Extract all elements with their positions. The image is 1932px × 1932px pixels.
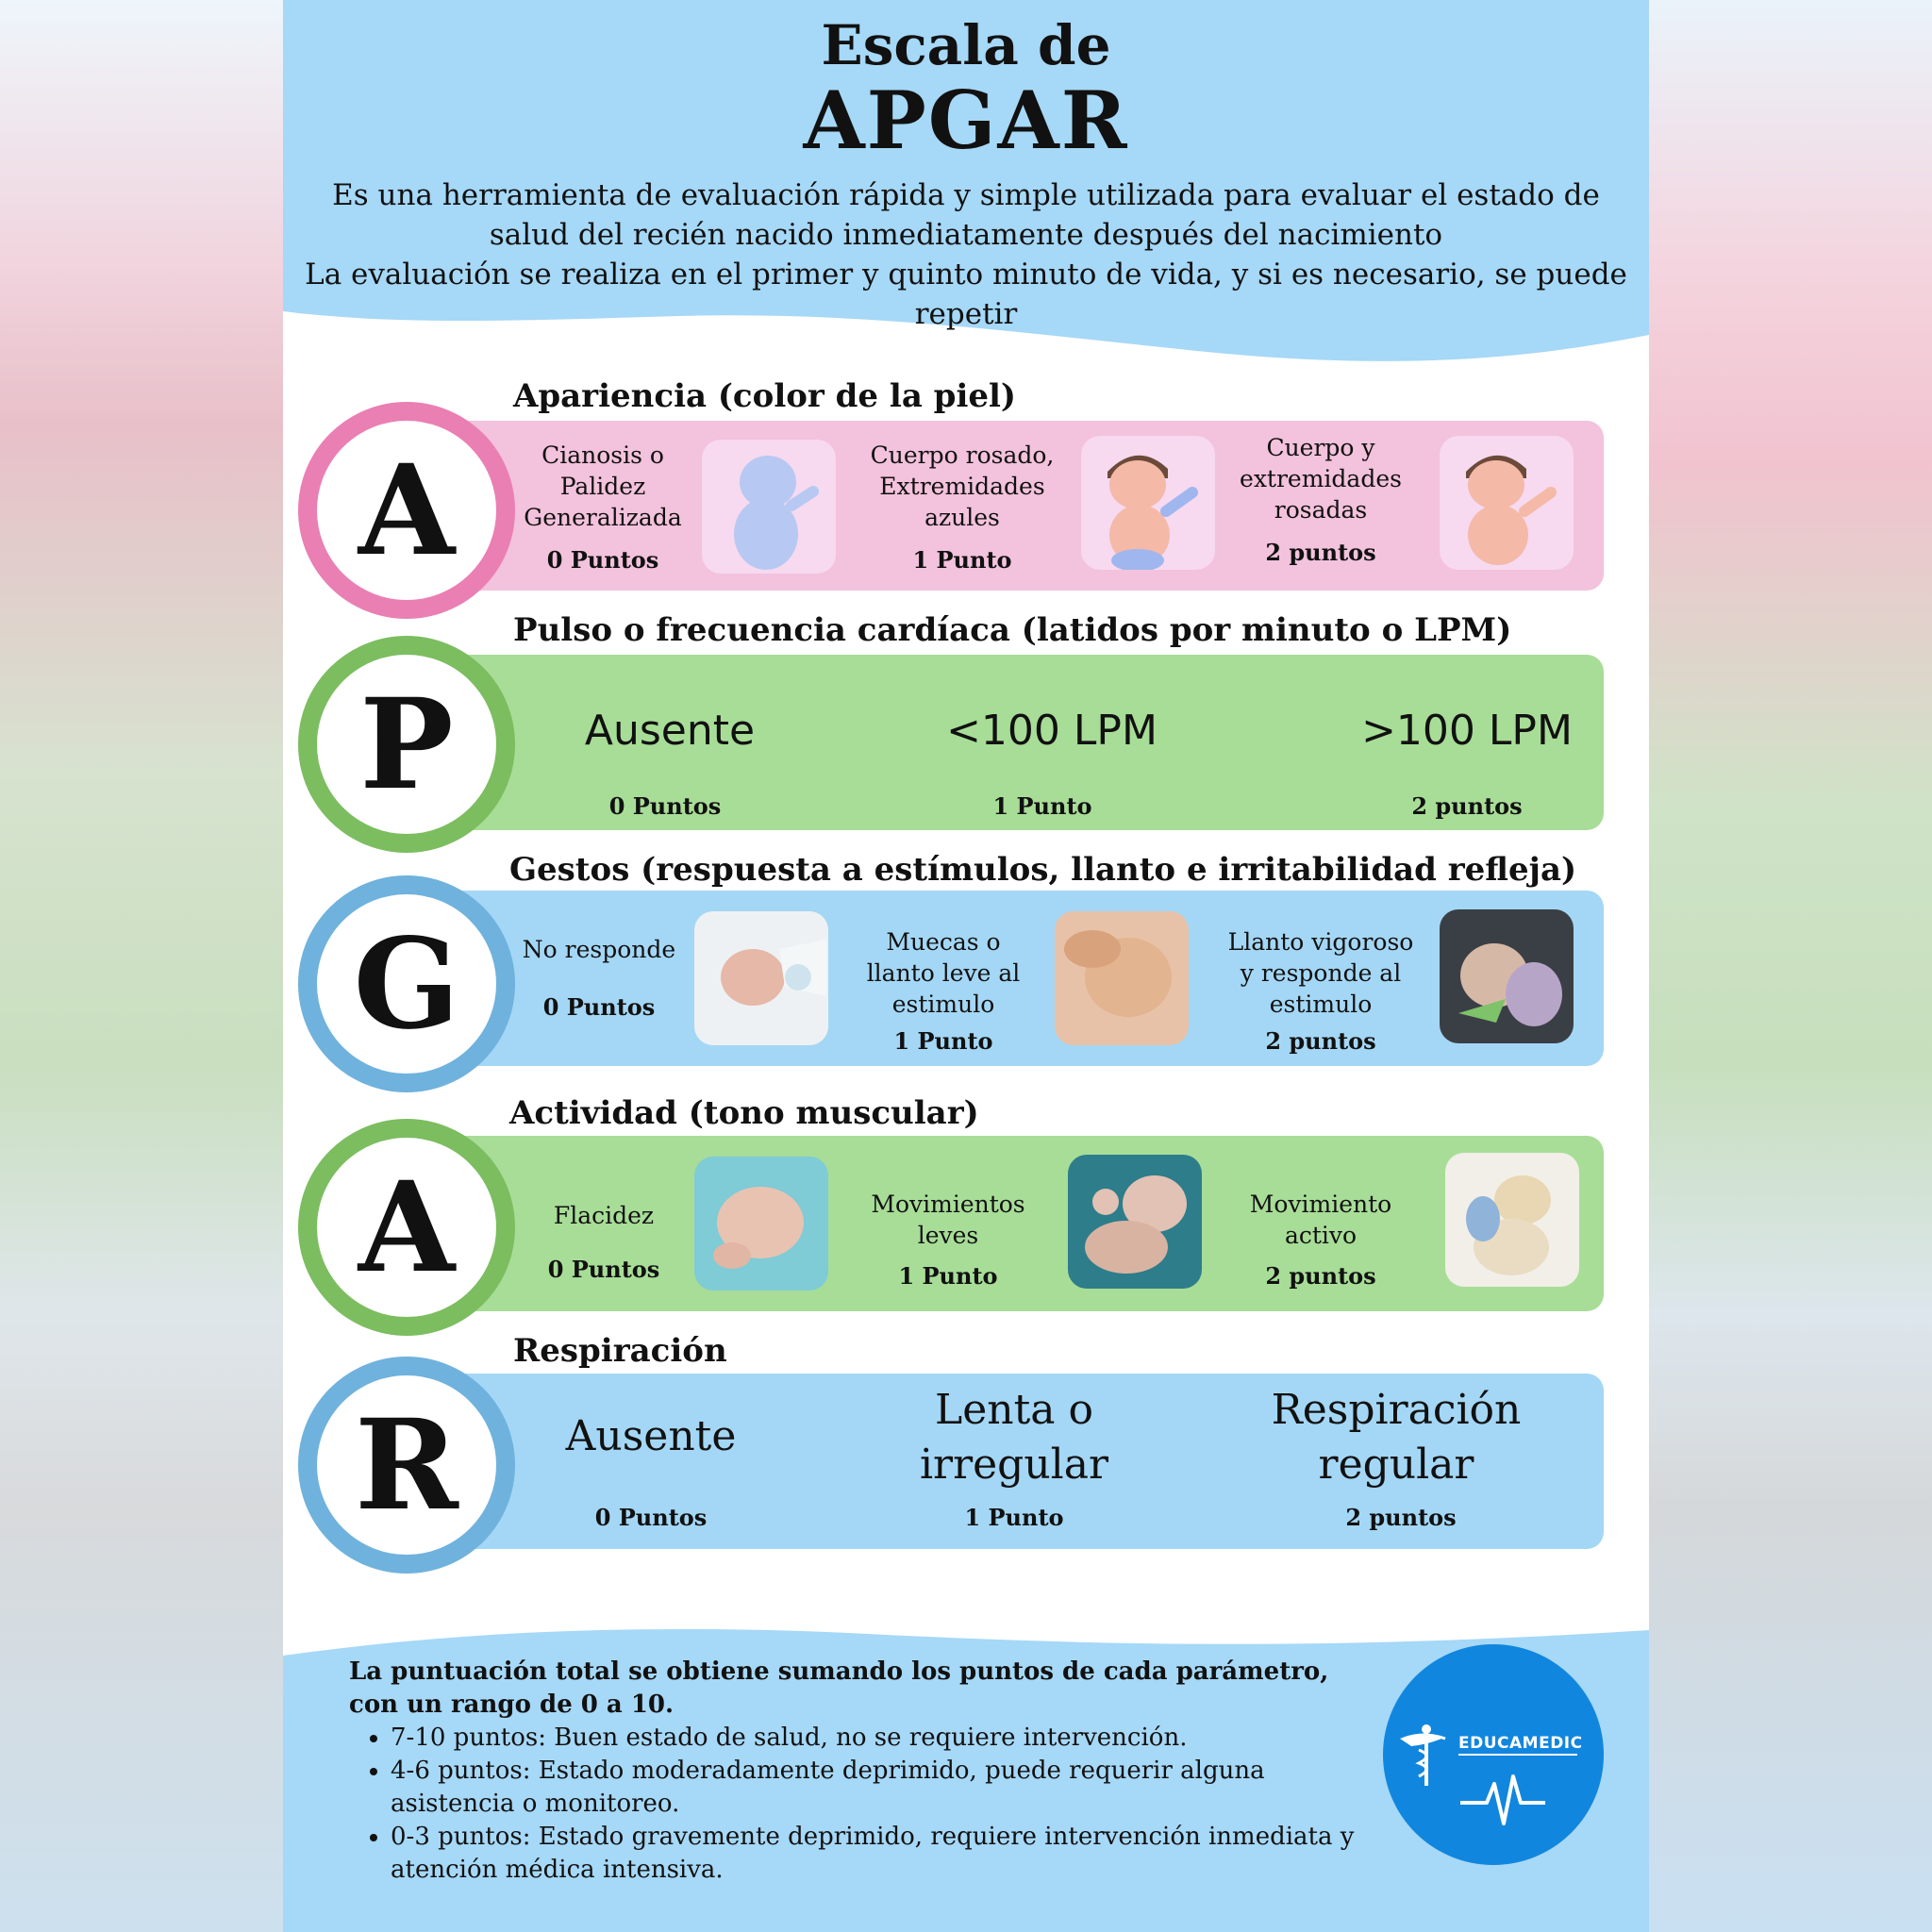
option-points: 2 puntos — [1411, 792, 1523, 820]
option-points: 0 Puntos — [608, 792, 722, 820]
option-points: 0 Puntos — [546, 546, 659, 574]
score-explanation — [349, 1656, 1358, 1887]
option-points: 2 puntos — [1345, 1504, 1457, 1531]
option-points: 2 puntos — [1265, 1262, 1376, 1290]
option-label: Movimiento activo — [1249, 1191, 1392, 1249]
option-label: Lenta o irregular — [919, 1386, 1109, 1489]
option-points: 1 Punto — [964, 1504, 1064, 1531]
option-points: 2 puntos — [1265, 1027, 1376, 1055]
intro-paragraph-2: La evaluación se realiza en el primer y quinto minuto de vida, y si es necesario, se puede repetir — [305, 258, 1627, 331]
row-apariencia — [283, 377, 1649, 594]
option-1 — [868, 440, 1057, 574]
option-points: 2 puntos — [1265, 539, 1376, 566]
row-actividad — [283, 1094, 1649, 1311]
title-escala-de: Escala de — [821, 13, 1111, 77]
logo-text: EDUCAMEDIC — [1458, 1734, 1583, 1753]
option-points: 1 Punto — [992, 792, 1092, 820]
option-points: 1 Punto — [893, 1027, 993, 1055]
row-gestos — [283, 851, 1649, 1068]
row-title: Apariencia (color de la piel) — [513, 377, 1017, 415]
option-label: <100 LPM — [946, 707, 1158, 755]
option-points: 0 Puntos — [542, 993, 656, 1021]
caduceus-heartbeat-icon — [1383, 1644, 1604, 1865]
option-0 — [509, 934, 689, 1021]
list-item: • 4-6 puntos: Estado moderadamente deprimido, puede requerir alguna asistencia o monitoreo. — [391, 1755, 1358, 1821]
letter-circle-a: A — [298, 402, 515, 619]
newborn-photo-icon — [694, 911, 828, 1045]
option-label: Ausente — [565, 1412, 737, 1460]
limp-newborn-photo-icon — [694, 1157, 828, 1291]
option-points: 0 Puntos — [594, 1504, 708, 1531]
letter-circle-g: G — [298, 875, 515, 1092]
option-1 — [924, 704, 1179, 758]
option-0 — [538, 1409, 764, 1464]
option-1 — [858, 926, 1028, 1055]
option-label: Respiración regular — [1271, 1386, 1522, 1489]
option-label: Muecas o llanto leve al estimulo — [866, 928, 1021, 1018]
row-title: Pulso o frecuencia cardíaca (latidos por minuto o LPM) — [513, 611, 1512, 649]
row-title: Actividad (tono muscular) — [509, 1094, 979, 1132]
score-ranges-list — [349, 1722, 1358, 1887]
intro-text — [296, 175, 1636, 334]
intro-paragraph-1: Es una herramienta de evaluación rápida y simple utilizada para evaluar el estado de salud del recién nacido inmediatamente después del nacimiento — [332, 178, 1600, 252]
blurred-background-left — [0, 0, 283, 1932]
option-points: 1 Punto — [898, 1262, 998, 1290]
row-title: Gestos (respuesta a estímulos, llanto e irritabilidad refleja) — [509, 851, 1577, 889]
letter-circle-r: R — [298, 1357, 515, 1574]
row-pulso — [283, 611, 1649, 828]
letter-circle-p: P — [298, 636, 515, 853]
option-2 — [1255, 1383, 1538, 1492]
option-label: Cuerpo rosado, Extremidades azules — [870, 441, 1055, 531]
option-0 — [557, 704, 783, 758]
cyanotic-baby-illustration-icon — [702, 440, 836, 574]
option-label: Ausente — [584, 707, 756, 755]
newborn-grimace-photo-icon — [1055, 911, 1189, 1045]
option-label: No responde — [522, 936, 676, 963]
option-label: Llanto vigoroso y responde al estimulo — [1227, 928, 1414, 1018]
option-1 — [858, 1189, 1038, 1290]
option-2 — [1340, 704, 1594, 758]
option-label: Flacidez — [553, 1202, 655, 1229]
option-2 — [1226, 432, 1415, 566]
title-apgar: APGAR — [803, 74, 1129, 167]
option-points: 1 Punto — [912, 546, 1012, 574]
option-points: 0 Puntos — [547, 1256, 660, 1283]
newborn-crying-photo-icon — [1440, 909, 1574, 1043]
option-2 — [1226, 1189, 1415, 1290]
row-title: Respiración — [513, 1332, 727, 1370]
pink-baby-illustration-icon — [1440, 436, 1574, 570]
list-item: • 7-10 puntos: Buen estado de salud, no se requiere intervención. — [391, 1722, 1358, 1755]
row-respiracion — [283, 1332, 1649, 1549]
list-item: • 0-3 puntos: Estado gravemente deprimido, requiere intervención inmediata y atención médica intensiva. — [391, 1821, 1358, 1887]
letter-circle-a: A — [298, 1119, 515, 1336]
educamedic-logo — [1383, 1644, 1604, 1865]
option-2 — [1222, 926, 1420, 1055]
option-0 — [513, 440, 692, 574]
option-label: Movimientos leves — [871, 1191, 1025, 1249]
option-label: >100 LPM — [1361, 707, 1573, 755]
active-newborn-photo-icon — [1445, 1153, 1579, 1287]
option-0 — [528, 1200, 679, 1283]
score-lead-text: La puntuación total se obtiene sumando los puntos de cada parámetro, con un rango de 0 a 10. — [349, 1657, 1329, 1719]
pink-body-blue-limbs-baby-illustration-icon — [1081, 436, 1215, 570]
apgar-poster — [283, 0, 1649, 1932]
option-label: Cianosis o Palidez Generalizada — [524, 441, 682, 531]
blurred-background-right — [1649, 0, 1932, 1932]
option-1 — [887, 1383, 1141, 1492]
option-label: Cuerpo y extremidades rosadas — [1240, 434, 1402, 524]
newborn-slight-movement-photo-icon — [1068, 1155, 1202, 1289]
